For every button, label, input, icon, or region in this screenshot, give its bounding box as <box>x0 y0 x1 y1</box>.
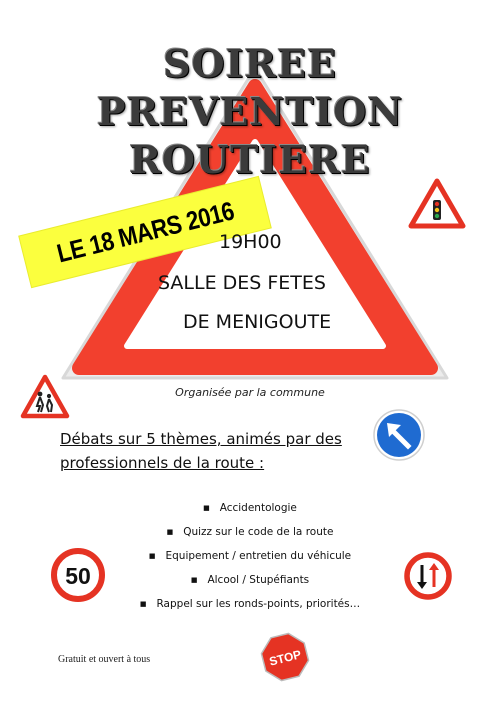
priority-oncoming-sign-icon <box>404 552 452 600</box>
mandatory-direction-sign-icon <box>372 408 426 462</box>
stop-sign-icon <box>260 632 310 682</box>
list-item: ■ Equipement / entretien du véhicule <box>148 550 352 562</box>
title-line-3: ROUTIERE <box>129 137 371 182</box>
children-crossing-sign-icon <box>20 374 70 420</box>
organizer-text: Organisée par la commune <box>175 386 325 399</box>
footer-text: Gratuit et ouvert à tous <box>58 654 151 665</box>
traffic-light-sign-icon <box>408 178 466 230</box>
event-time: 19H00 <box>219 231 282 253</box>
list-item: ■ Accidentologie <box>203 502 297 514</box>
list-item: ■ Rappel sur les ronds-points, priorités… <box>139 598 361 610</box>
title-line-2: PREVENTION <box>96 89 404 134</box>
event-venue-line-1: SALLE DES FETES <box>158 272 326 294</box>
title-line-1: SOIREE <box>163 41 337 86</box>
list-item: ■ Quizz sur le code de la route <box>166 526 334 538</box>
bullet-icon: ■ <box>190 576 198 584</box>
bullet-icon: ■ <box>203 504 210 512</box>
bullet-icon: ■ <box>148 552 156 560</box>
bullet-icon: ■ <box>139 600 147 608</box>
speed-limit-text: 50 <box>65 563 91 589</box>
list-item: ■ Alcool / Stupéfiants <box>190 574 310 586</box>
stop-text: STOP <box>267 647 303 669</box>
date-text: LE 18 MARS 2016 <box>53 195 237 268</box>
speed-limit-sign-icon <box>51 548 105 602</box>
debate-intro: Débats sur 5 thèmes, animés par des professionnels de la route : <box>60 430 342 472</box>
bullet-icon: ■ <box>166 528 174 536</box>
event-venue-line-2: DE MENIGOUTE <box>183 311 332 333</box>
